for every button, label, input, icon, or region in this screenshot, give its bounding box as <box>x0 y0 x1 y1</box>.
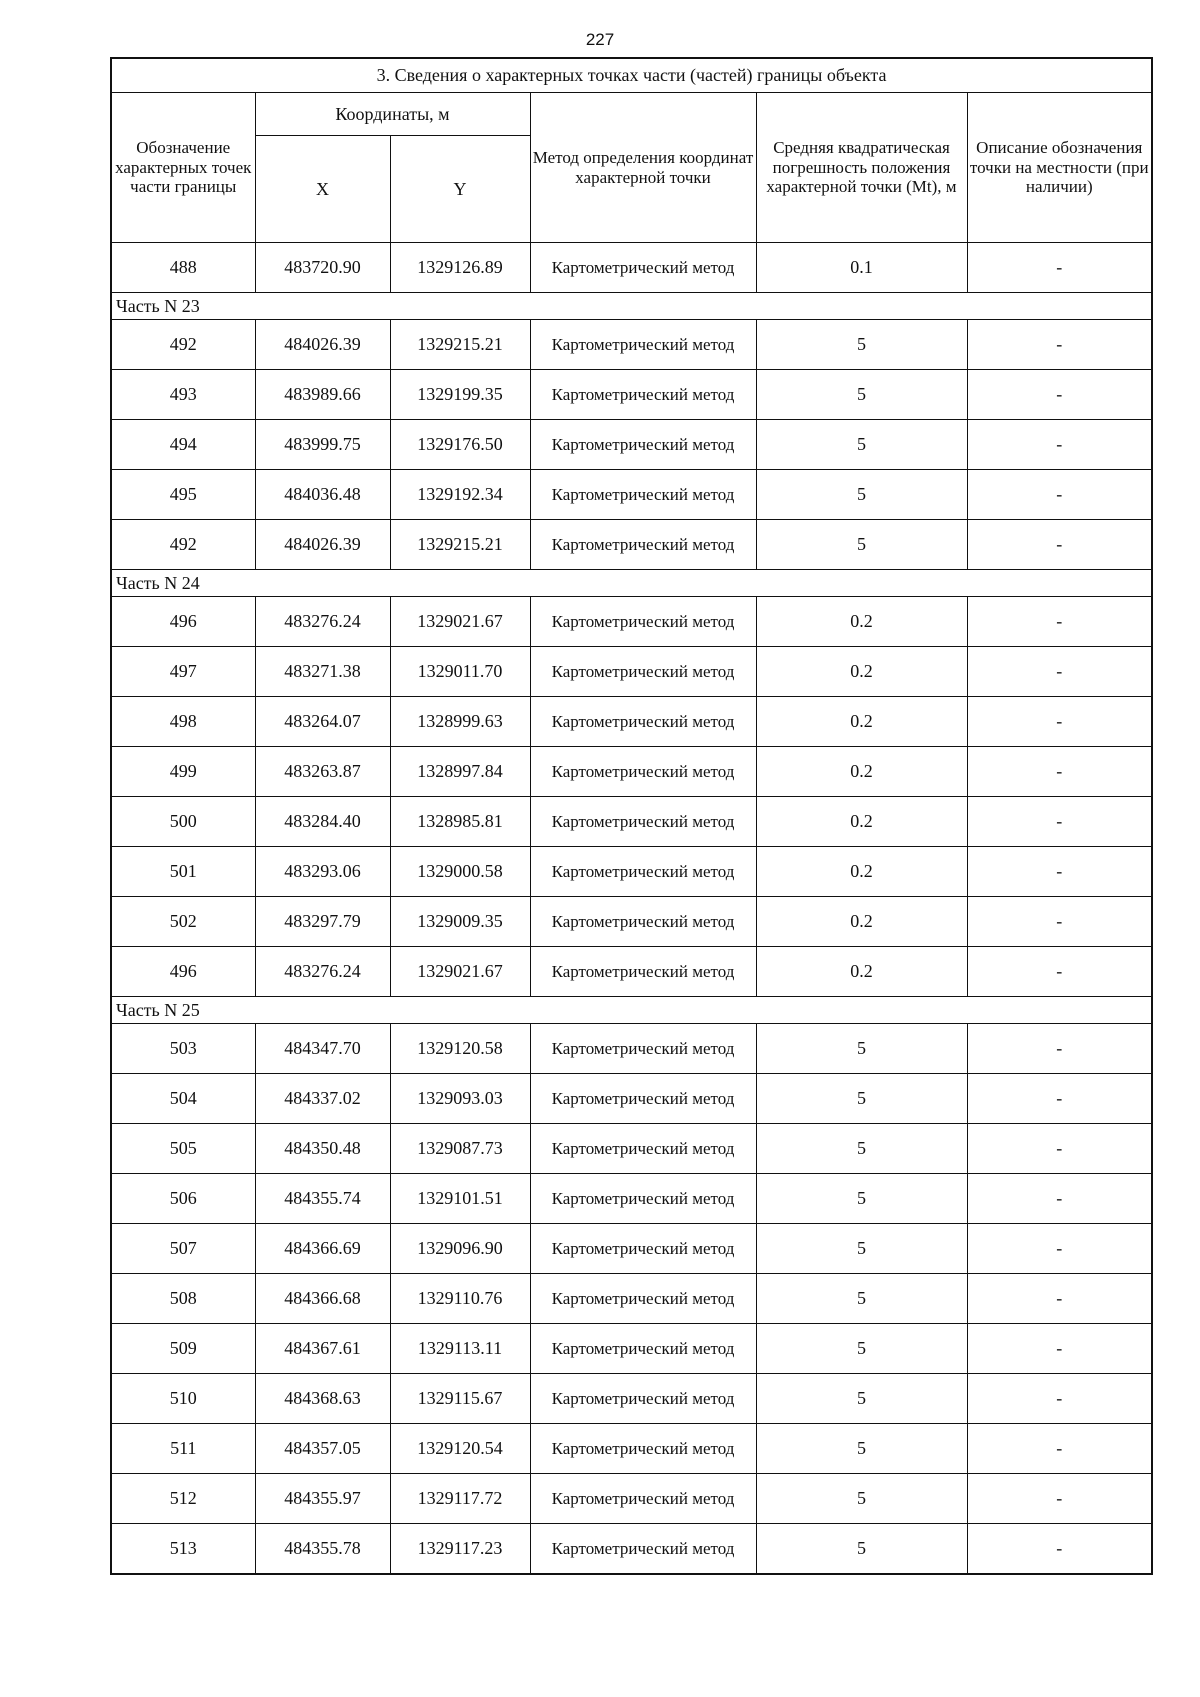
cell-description: - <box>967 1274 1152 1324</box>
cell-y: 1329215.21 <box>390 520 530 570</box>
cell-point-id: 496 <box>111 947 255 997</box>
cell-method: Картометрический метод <box>530 1024 756 1074</box>
cell-method: Картометрический метод <box>530 697 756 747</box>
cell-y: 1329009.35 <box>390 897 530 947</box>
cell-x: 483264.07 <box>255 697 390 747</box>
cell-mean-error: 5 <box>756 1374 967 1424</box>
cell-x: 483293.06 <box>255 847 390 897</box>
header-method: Метод определения координат характерной точки <box>530 93 756 243</box>
cell-description: - <box>967 1074 1152 1124</box>
cell-description: - <box>967 697 1152 747</box>
part-label: Часть N 23 <box>111 293 1152 320</box>
cell-point-id: 500 <box>111 797 255 847</box>
cell-x: 483276.24 <box>255 597 390 647</box>
cell-x: 483297.79 <box>255 897 390 947</box>
header-description: Описание обозначения точки на местности (при наличии) <box>967 93 1152 243</box>
cell-x: 483284.40 <box>255 797 390 847</box>
cell-x: 484026.39 <box>255 520 390 570</box>
cell-x: 483271.38 <box>255 647 390 697</box>
cell-method: Картометрический метод <box>530 243 756 293</box>
header-coordinates: Координаты, м <box>255 93 530 136</box>
cell-x: 484357.05 <box>255 1424 390 1474</box>
cell-y: 1329087.73 <box>390 1124 530 1174</box>
cell-y: 1329199.35 <box>390 370 530 420</box>
cell-description: - <box>967 747 1152 797</box>
cell-x: 484367.61 <box>255 1324 390 1374</box>
cell-y: 1329096.90 <box>390 1224 530 1274</box>
table-title: 3. Сведения о характерных точках части (частей) границы объекта <box>111 58 1152 93</box>
cell-mean-error: 5 <box>756 520 967 570</box>
cell-mean-error: 5 <box>756 320 967 370</box>
cell-description: - <box>967 897 1152 947</box>
table-row <box>111 647 1152 697</box>
cell-point-id: 498 <box>111 697 255 747</box>
cell-x: 484347.70 <box>255 1024 390 1074</box>
cell-point-id: 501 <box>111 847 255 897</box>
cell-description: - <box>967 1424 1152 1474</box>
cell-method: Картометрический метод <box>530 1074 756 1124</box>
part-header-row <box>111 293 1152 320</box>
cell-mean-error: 0.2 <box>756 647 967 697</box>
cell-y: 1329093.03 <box>390 1074 530 1124</box>
cell-description: - <box>967 947 1152 997</box>
cell-x: 484368.63 <box>255 1374 390 1424</box>
header-x: X <box>255 136 390 243</box>
table-row <box>111 1274 1152 1324</box>
cell-description: - <box>967 847 1152 897</box>
table-row <box>111 320 1152 370</box>
cell-y: 1329101.51 <box>390 1174 530 1224</box>
cell-method: Картометрический метод <box>530 420 756 470</box>
cell-method: Картометрический метод <box>530 847 756 897</box>
cell-description: - <box>967 420 1152 470</box>
cell-mean-error: 5 <box>756 1224 967 1274</box>
cell-description: - <box>967 1324 1152 1374</box>
cell-mean-error: 5 <box>756 470 967 520</box>
page-number: 227 <box>585 30 615 49</box>
cell-description: - <box>967 1174 1152 1224</box>
cell-point-id: 504 <box>111 1074 255 1124</box>
cell-method: Картометрический метод <box>530 797 756 847</box>
cell-y: 1329113.11 <box>390 1324 530 1374</box>
table-row <box>111 1524 1152 1575</box>
cell-y: 1329117.72 <box>390 1474 530 1524</box>
cell-method: Картометрический метод <box>530 1274 756 1324</box>
table-row <box>111 1174 1152 1224</box>
cell-y: 1329192.34 <box>390 470 530 520</box>
cell-x: 483263.87 <box>255 747 390 797</box>
cell-mean-error: 0.2 <box>756 597 967 647</box>
table-row <box>111 947 1152 997</box>
cell-point-id: 488 <box>111 243 255 293</box>
cell-description: - <box>967 320 1152 370</box>
table-row <box>111 243 1152 293</box>
cell-point-id: 509 <box>111 1324 255 1374</box>
table-row <box>111 1374 1152 1424</box>
cell-x: 484355.78 <box>255 1524 390 1575</box>
cell-mean-error: 5 <box>756 1524 967 1575</box>
part-header-row <box>111 570 1152 597</box>
cell-x: 484355.74 <box>255 1174 390 1224</box>
cell-point-id: 497 <box>111 647 255 697</box>
cell-y: 1329021.67 <box>390 597 530 647</box>
table-row <box>111 697 1152 747</box>
table-row <box>111 747 1152 797</box>
cell-method: Картометрический метод <box>530 1424 756 1474</box>
cell-x: 484355.97 <box>255 1474 390 1524</box>
cell-mean-error: 5 <box>756 1024 967 1074</box>
cell-mean-error: 0.1 <box>756 243 967 293</box>
cell-y: 1329215.21 <box>390 320 530 370</box>
cell-mean-error: 0.2 <box>756 797 967 847</box>
cell-method: Картометрический метод <box>530 520 756 570</box>
cell-method: Картометрический метод <box>530 1224 756 1274</box>
cell-method: Картометрический метод <box>530 1374 756 1424</box>
part-label: Часть N 24 <box>111 570 1152 597</box>
cell-x: 484026.39 <box>255 320 390 370</box>
table-row <box>111 1074 1152 1124</box>
cell-x: 483276.24 <box>255 947 390 997</box>
header-mean-error: Средняя квадратическая погрешность положения характерной точки (Mt), м <box>756 93 967 243</box>
cell-point-id: 492 <box>111 320 255 370</box>
cell-mean-error: 5 <box>756 1274 967 1324</box>
cell-mean-error: 5 <box>756 1174 967 1224</box>
cell-description: - <box>967 1224 1152 1274</box>
cell-description: - <box>967 1524 1152 1575</box>
cell-method: Картометрический метод <box>530 320 756 370</box>
table-row <box>111 520 1152 570</box>
cell-point-id: 511 <box>111 1424 255 1474</box>
cell-point-id: 505 <box>111 1124 255 1174</box>
cell-x: 483999.75 <box>255 420 390 470</box>
cell-point-id: 502 <box>111 897 255 947</box>
cell-x: 483720.90 <box>255 243 390 293</box>
table-row <box>111 420 1152 470</box>
cell-x: 484337.02 <box>255 1074 390 1124</box>
cell-point-id: 513 <box>111 1524 255 1575</box>
cell-method: Картометрический метод <box>530 1474 756 1524</box>
cell-description: - <box>967 1124 1152 1174</box>
cell-y: 1329120.54 <box>390 1424 530 1474</box>
cell-description: - <box>967 647 1152 697</box>
table-row <box>111 597 1152 647</box>
cell-point-id: 512 <box>111 1474 255 1524</box>
cell-method: Картометрический метод <box>530 1324 756 1374</box>
cell-mean-error: 5 <box>756 1424 967 1474</box>
cell-y: 1329115.67 <box>390 1374 530 1424</box>
cell-y: 1329000.58 <box>390 847 530 897</box>
table-row <box>111 1474 1152 1524</box>
cell-mean-error: 0.2 <box>756 847 967 897</box>
cell-y: 1328999.63 <box>390 697 530 747</box>
table-row <box>111 370 1152 420</box>
cell-description: - <box>967 1374 1152 1424</box>
cell-mean-error: 0.2 <box>756 747 967 797</box>
cell-y: 1329110.76 <box>390 1274 530 1324</box>
cell-y: 1329120.58 <box>390 1024 530 1074</box>
cell-point-id: 494 <box>111 420 255 470</box>
cell-mean-error: 5 <box>756 420 967 470</box>
cell-mean-error: 5 <box>756 1324 967 1374</box>
table-body <box>111 243 1152 1575</box>
cell-point-id: 492 <box>111 520 255 570</box>
cell-method: Картометрический метод <box>530 947 756 997</box>
cell-mean-error: 0.2 <box>756 897 967 947</box>
table-row <box>111 1224 1152 1274</box>
cell-x: 484036.48 <box>255 470 390 520</box>
cell-method: Картометрический метод <box>530 897 756 947</box>
cell-description: - <box>967 370 1152 420</box>
cell-x: 484366.69 <box>255 1224 390 1274</box>
cell-method: Картометрический метод <box>530 647 756 697</box>
table-row <box>111 847 1152 897</box>
cell-y: 1329011.70 <box>390 647 530 697</box>
cell-description: - <box>967 597 1152 647</box>
cell-method: Картометрический метод <box>530 597 756 647</box>
characteristic-points-table <box>110 57 1153 1575</box>
header-y: Y <box>390 136 530 243</box>
cell-method: Картометрический метод <box>530 747 756 797</box>
cell-y: 1328985.81 <box>390 797 530 847</box>
cell-point-id: 493 <box>111 370 255 420</box>
table-row <box>111 1324 1152 1374</box>
cell-y: 1329117.23 <box>390 1524 530 1575</box>
cell-method: Картометрический метод <box>530 1174 756 1224</box>
cell-description: - <box>967 1024 1152 1074</box>
cell-point-id: 495 <box>111 470 255 520</box>
cell-mean-error: 5 <box>756 370 967 420</box>
cell-method: Картометрический метод <box>530 370 756 420</box>
cell-description: - <box>967 1474 1152 1524</box>
cell-point-id: 508 <box>111 1274 255 1324</box>
cell-x: 484350.48 <box>255 1124 390 1174</box>
table-row <box>111 1424 1152 1474</box>
part-label: Часть N 25 <box>111 997 1152 1024</box>
table-row <box>111 897 1152 947</box>
cell-mean-error: 5 <box>756 1074 967 1124</box>
cell-y: 1329021.67 <box>390 947 530 997</box>
cell-method: Картометрический метод <box>530 1524 756 1575</box>
cell-mean-error: 5 <box>756 1474 967 1524</box>
cell-mean-error: 0.2 <box>756 947 967 997</box>
table-row <box>111 797 1152 847</box>
cell-point-id: 507 <box>111 1224 255 1274</box>
cell-y: 1329176.50 <box>390 420 530 470</box>
cell-point-id: 499 <box>111 747 255 797</box>
cell-mean-error: 0.2 <box>756 697 967 747</box>
cell-point-id: 506 <box>111 1174 255 1224</box>
cell-method: Картометрический метод <box>530 1124 756 1174</box>
cell-y: 1328997.84 <box>390 747 530 797</box>
cell-description: - <box>967 520 1152 570</box>
cell-description: - <box>967 470 1152 520</box>
part-header-row <box>111 997 1152 1024</box>
cell-x: 483989.66 <box>255 370 390 420</box>
cell-method: Картометрический метод <box>530 470 756 520</box>
cell-point-id: 510 <box>111 1374 255 1424</box>
cell-y: 1329126.89 <box>390 243 530 293</box>
table-row <box>111 1024 1152 1074</box>
cell-x: 484366.68 <box>255 1274 390 1324</box>
header-point-designation: Обозначение характерных точек части границы <box>111 93 255 243</box>
cell-description: - <box>967 797 1152 847</box>
cell-point-id: 503 <box>111 1024 255 1074</box>
cell-description: - <box>967 243 1152 293</box>
table-row <box>111 1124 1152 1174</box>
cell-mean-error: 5 <box>756 1124 967 1174</box>
table-row <box>111 470 1152 520</box>
cell-point-id: 496 <box>111 597 255 647</box>
